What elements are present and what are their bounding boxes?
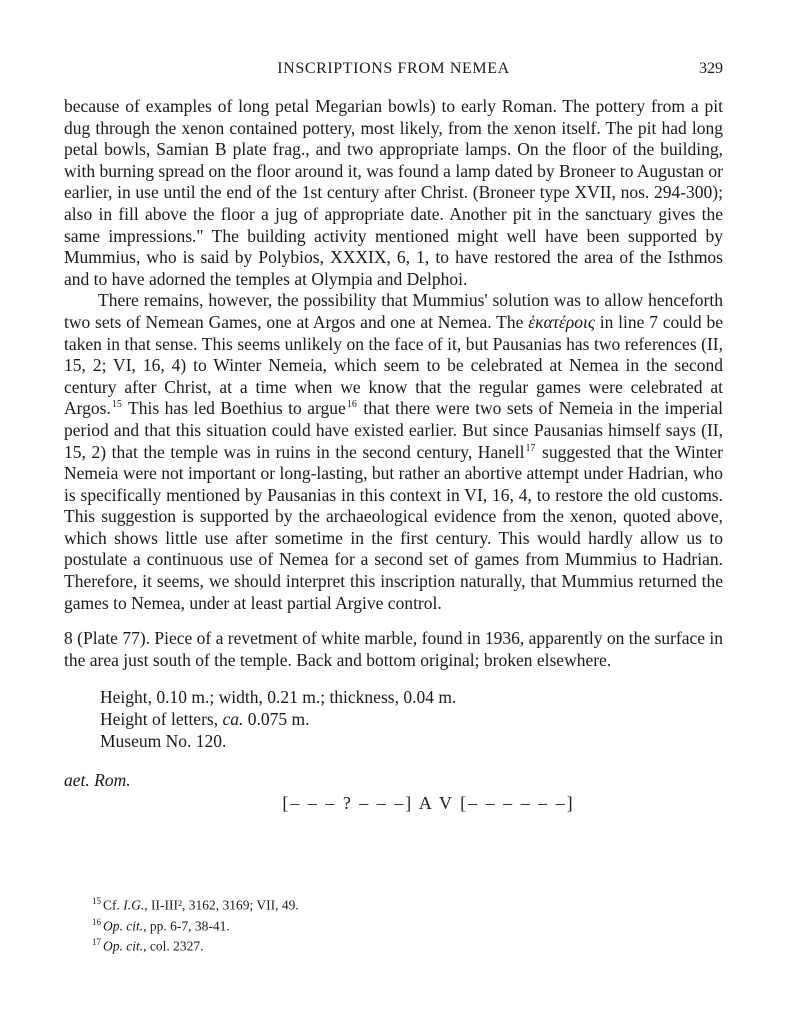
footnote-15 — [92, 893, 299, 914]
greek-word: ἑκατέροις — [528, 311, 595, 332]
entry-description: (Plate 77). Piece of a revetment of white marble, found in 1936, apparently on the surface in the area just south of the temple. Back and bottom original; broken elsewhere. — [64, 628, 723, 670]
footnote-mark: 16 — [92, 916, 101, 927]
footnote-italic: Op. cit. — [103, 918, 144, 933]
para2-text-5: suggested that the Winter Nemeia were not important or long-lasting, but rather an abortive attempt under Hadrian, who is specifically mentioned by Pausanias in this context in VI, 16, 4, to restore the old customs. This suggestion is supported by the archaeological evidence from the xenon, quoted above, which shows little use after sometime in the first century. This would hardly allow us to postulate a continuous use of Nemea for a second set of games from Mummius to Hadrian. Therefore, it seems, we should interpret this inscription naturally, that Mummius returned the games to Nemea, under at least partial Argive control. — [64, 441, 723, 613]
footnote-text: , II-III², 3162, 3169; VII, 49. — [144, 897, 299, 913]
paragraph-continuation: because of examples of long petal Megarian bowls) to early Roman. The pottery from a pit dug through the xenon contained pottery, most likely, from the xenon itself. The pit had long petal bowls, Samian B plate frag., and two appropriate lamps. On the floor of the building, with burning spread on the floor around it, was found a lamp dated by Broneer to Augustan or earlier, in use until the end of the 1st century after Christ. (Broneer type XVII, nos. 294-300); also in fill above the floor a jug of appropriate date. Another pit in the sanctuary gives the same impressions." The building activity mentioned might well have been supported by Mummius, who is said by Polybios, XXXIX, 6, 1, to have restored the area of the Isthmos and to have adorned the temples at Olympia and Delphoi. — [64, 96, 723, 289]
footnote-ref-15[interactable]: 15 — [111, 399, 122, 411]
letter-height-label: Height of letters, — [100, 709, 223, 730]
footnote-italic: Op. cit. — [103, 938, 144, 954]
para2-text-3: This has led Boethius to argue — [122, 398, 346, 419]
footnote-mark: 17 — [92, 937, 101, 947]
page-number: 329 — [699, 60, 723, 77]
circa-abbr: ca. — [222, 709, 244, 730]
letter-height-value: 0.075 m. — [243, 709, 310, 730]
footnote-ref-17[interactable]: 17 — [525, 442, 536, 454]
para2-text-2: in line 7 could be taken in that sense. This seems unlikely on the face of it, but Pausanias has two references (II, 15, 2; VI, 16, 4) to Winter Nemeia, which seem to be celebrated at Nemea in the second century after Christ, at a time when we know that the regular games were celebrated at Argos. — [64, 311, 723, 419]
museum-number-line: Museum No. 120. — [100, 730, 227, 751]
footnote-italic: I.G. — [123, 897, 145, 913]
footnote-text: , col. 2327. — [143, 938, 204, 954]
catalogue-entry-8 — [64, 628, 723, 671]
body-text — [64, 96, 723, 814]
footnote-text: Cf. — [103, 897, 124, 913]
measurements — [100, 687, 723, 752]
para2-text-4: that there were two sets of Nemeia in the imperial period and that this situation could have existed earlier. But since Pausanias himself says (II, 15, 2) that the temple was in ruins in the second century, Hanell — [64, 398, 723, 462]
footnote-ref-16[interactable]: 16 — [346, 399, 357, 411]
footnote-text: , pp. 6-7, 38-41. — [143, 918, 230, 933]
entry-number: 8 — [64, 628, 73, 649]
date-label: aet. Rom. — [64, 770, 131, 791]
footnote-mark: 15 — [92, 896, 101, 906]
running-title: INSCRIPTIONS FROM NEMEA — [277, 60, 510, 77]
footnote-17 — [92, 934, 299, 955]
footnote-16 — [92, 914, 299, 935]
dimensions-line: Height, 0.10 m.; width, 0.21 m.; thickness, 0.04 m. — [100, 687, 457, 708]
inscription-text: [– – – ? – – –] A V [– – – – – –] — [282, 793, 575, 814]
footnotes — [92, 893, 299, 955]
para2-text-1: There remains, however, the possibility that Mummius' solution was to allow henceforth two sets of Nemean Games, one at Argos and one at Nemea. The — [64, 290, 723, 332]
running-head — [64, 60, 723, 84]
letter-height-line — [100, 709, 723, 731]
paragraph-winter-nemeia — [64, 290, 723, 614]
